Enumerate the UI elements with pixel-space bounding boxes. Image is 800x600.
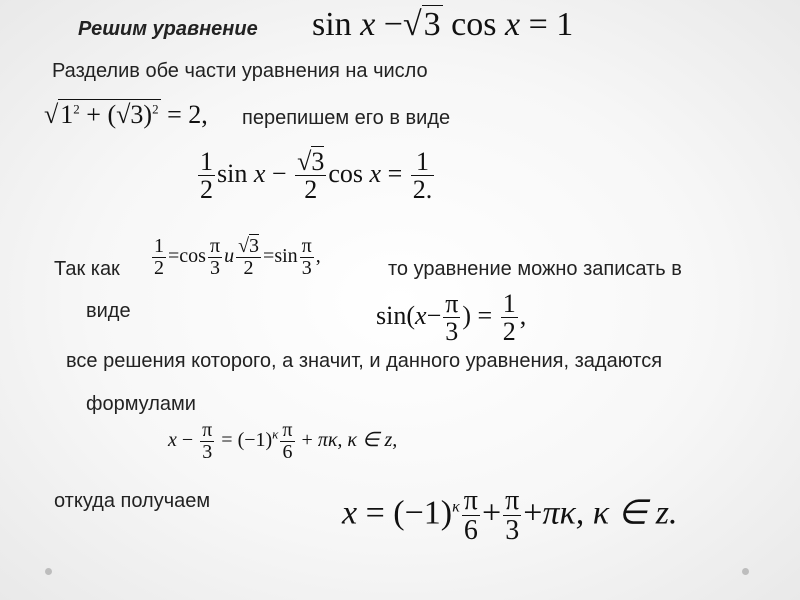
corner-dot-left — [45, 568, 52, 575]
main-equation — [312, 6, 573, 44]
slide-title: Решим уравнение — [78, 18, 258, 40]
text-line5: все решения которого, а значит, и данного уравнения, задаются — [66, 350, 663, 372]
text-line2: перепишем его в виде — [242, 107, 451, 129]
text-line3b: то уравнение можно записать в — [388, 258, 682, 280]
main-eq-x: x — [360, 6, 376, 43]
main-eq-sin: sin — [312, 6, 352, 43]
main-eq-one: 1 — [556, 6, 574, 43]
text-line7: откуда получаем — [54, 490, 211, 512]
text-line4: виде — [86, 300, 131, 322]
general-formula: x − $\frac{\pi}{3}$ = $(-1)^\kappa$ $\frac{\pi}{6}$ + πκ, κ ∈ z, — [168, 419, 398, 463]
rewritten-formula: $\frac{1}{2}$ sin x − $\frac{√3}{2}$ cos x = $\frac{1}{2.}$ — [200, 147, 433, 205]
norm-formula: $√1^2 + (√3)^2 = 2$, — [44, 100, 208, 129]
main-eq-equals: = — [528, 6, 548, 43]
reduced-formula: sin(x− $\frac{\pi}{3}$ ) = $\frac{1}{2}$ , — [376, 289, 527, 347]
main-eq-cos: cos — [451, 6, 497, 43]
since-formula: $\frac{1}{2}$ =cos $\frac{\pi}{3}$ и $\frac{√3}{2}$ =sin $\frac{\pi}{3}$ , — [154, 235, 321, 279]
text-line3: Так как — [54, 258, 120, 280]
main-eq-minus: − — [383, 6, 403, 43]
corner-dot-right — [742, 568, 749, 575]
text-line1: Разделив обе части уравнения на число — [52, 60, 428, 82]
final-formula: $x = (-1)^\kappa$ $\frac{\pi}{6}$ + $\frac{\pi}{3}$ +πκ, κ ∈ z. — [342, 485, 678, 547]
text-line6: формулами — [86, 393, 196, 415]
main-eq-x2: x — [504, 6, 521, 43]
main-eq-sqrt: √3 — [402, 6, 441, 43]
